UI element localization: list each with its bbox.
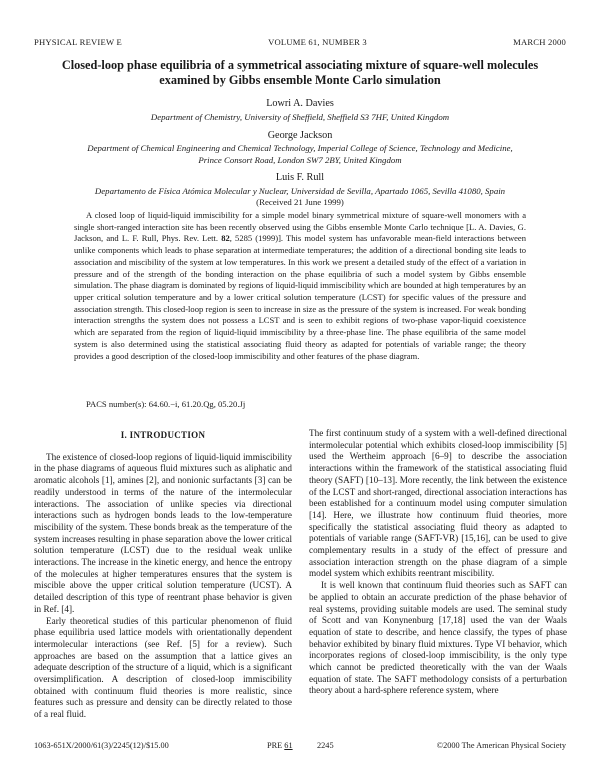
title-line: examined by Gibbs ensemble Monte Carlo simulation bbox=[159, 73, 441, 87]
footer-journal-abbrev: PRE bbox=[267, 741, 283, 750]
running-head bbox=[34, 37, 566, 47]
volume-number: VOLUME 61, NUMBER 3 bbox=[268, 37, 367, 47]
abstract bbox=[74, 210, 526, 362]
journal-name: PHYSICAL REVIEW E bbox=[34, 37, 122, 47]
title-line: Closed-loop phase equilibria of a symmetrical associating mixture of square-well molecules bbox=[61, 58, 539, 72]
author-affiliation bbox=[24, 111, 576, 123]
body-paragraph: The first continuum study of a system with a well-defined directional intermolecular potential which exhibits closed-loop immiscibility [5] used the Wertheim approach [6–9] to describe the association interactions within the framework of the statistical associating fluid theory (SAFT) [10–13]. More recently, the link between the existence of the LCST and short-ranged, directional association interactions has been established for a continuum model using computer simulation [14]. Here, we illustrate how continuum fluid theories, more specifically the statistical associating fluid theory as adapted to potentials of variable range (SAFT-VR) [15,16], can be used to give complementary results in a study of the effect of pressure and association interaction strength on the phase diagram of a simple model system which exhibits reentrant miscibility. bbox=[309, 428, 567, 579]
right-column bbox=[309, 428, 567, 697]
left-column bbox=[34, 430, 292, 721]
author-affiliation bbox=[24, 185, 576, 197]
copyright: ©2000 The American Physical Society bbox=[436, 741, 566, 750]
abstract-volume: 82 bbox=[221, 233, 230, 244]
received-date: (Received 21 June 1999) bbox=[256, 197, 344, 207]
author-name: Luis F. Rull bbox=[275, 172, 325, 183]
page-number: 2245 bbox=[317, 741, 334, 750]
abstract-text: , 5285 (1999)]. This model system has unfavorable mean-field interactions between unlike components which leads to phase separation at intermediate temperatures; the addition of a directional bonding site leads to association and miscibility of the system at low temperatures. In this work we present a detailed study of the effect of a variation in pressure and of the strength of the bonding interaction on the phase equilibria of such a model system by Gibbs ensemble simulation. The phase diagram is dominated by regions of liquid-liquid immiscibility which are bounded at high temperatures by an upper critical solution temperature and by a lower critical solution temperature (LCST) for specific values of the pressure and association strength. This closed-loop region is seen to increase in size as the pressure of the system is increased. For weak bonding interaction strengths the system does not possess a LCST and is seen to exhibit regions of two-phase vapor-liquid coexistence which are separated from the region of liquid-liquid immiscibility by a three-phase line. The phase equilibria of the same model system is also determined using the statistical associating fluid theory as adapted for potentials of variable range; the theory provides a good description of the closed-loop immiscibility and other features of the phase diagram. bbox=[74, 233, 526, 361]
author-name: Lowri A. Davies bbox=[266, 98, 334, 109]
affiliation-line: Department of Chemistry, University of Sheffield, Sheffield S3 7HF, United Kingdom bbox=[150, 112, 450, 122]
affiliation-line: Prince Consort Road, London SW7 2BY, United Kingdom bbox=[198, 155, 402, 165]
pacs-numbers: PACS number(s): 64.60.−i, 61.20.Qg, 05.20.Jj bbox=[86, 399, 246, 409]
abstract-text: A closed loop of liquid-liquid immiscibility for a simple model binary symmetrical mixture of square-well monomers with a single short-ranged interaction site has been recently observed using the Gibbs ensemble Monte Carlo technique [L. A. Davies, G. Jackson, and L. F. Rull, Phys. Rev. Lett. bbox=[74, 210, 526, 244]
affiliation-line: Departamento de Física Atómica Molecular y Nuclear, Universidad de Sevilla, Apartado 1065, Sevilla 41080, Spain bbox=[94, 186, 506, 196]
author-affiliation bbox=[24, 142, 576, 166]
paper-title bbox=[50, 58, 550, 88]
footer-issn: 1063-651X/2000/61(3)/2245(12)/$15.00 bbox=[34, 741, 169, 750]
body-paragraph: Early theoretical studies of this particular phenomenon of fluid phase equilibria used lattice models with orientationally dependent intermolecular interactions (see Ref. [5] for a review). Such approaches are based on the assumption that a lattice gives an adequate description of the structure of a liquid, which is a significant oversimplification. A description of closed-loop immiscibility obtained with continuum fluid theories is more realistic, since features such as pressure and density can be directly related to those of a real fluid. bbox=[34, 615, 292, 720]
affiliation-line: Department of Chemical Engineering and Chemical Technology, Imperial College of Science, Technology and Medicine, bbox=[87, 143, 513, 153]
body-paragraph: It is well known that continuum fluid theories such as SAFT can be applied to obtain an accurate prediction of the phase behavior of real systems, providing suitable models are used. The seminal study of Scott and van Konynenburg [17,18] used the van der Waals equation of state to describe, and hence classify, the types of phase behavior exhibited by binary fluid mixtures. Type VI behavior, which incorporates regions of closed-loop immiscibility, is the only type which cannot be predicted theoretically with the van der Waals equation of state. The SAFT methodology consists of a perturbation theory about a hard-sphere reference system, where bbox=[309, 580, 567, 696]
body-paragraph: The existence of closed-loop regions of liquid-liquid immiscibility in the phase diagrams of aqueous fluid mixtures such as aliphatic and aromatic alcohols [1], amines [2], and nonionic surfactants [3] can be readily understood in terms of the nature of the intermolecular interactions. The association of unlike species via directional interactions such as hydrogen bonds leads to the low-temperature miscibility of the system. These bonds break as the temperature of the system increases resulting in phase separation above the lower critical solution temperature (LCST) due to the residual weak unlike interactions. The increase in the kinetic energy, and hence the entropy of the molecules at higher temperatures ensures that the system is miscible above the upper critical solution temperature (UCST). A detailed description of this type of reentrant phase behavior is given in Ref. [4]. bbox=[34, 451, 292, 614]
issue-date: MARCH 2000 bbox=[513, 37, 566, 47]
section-heading: I. INTRODUCTION bbox=[120, 430, 206, 440]
footer-journal bbox=[267, 741, 293, 750]
author-name: George Jackson bbox=[267, 130, 333, 141]
footer-volume: 61 bbox=[284, 741, 293, 750]
